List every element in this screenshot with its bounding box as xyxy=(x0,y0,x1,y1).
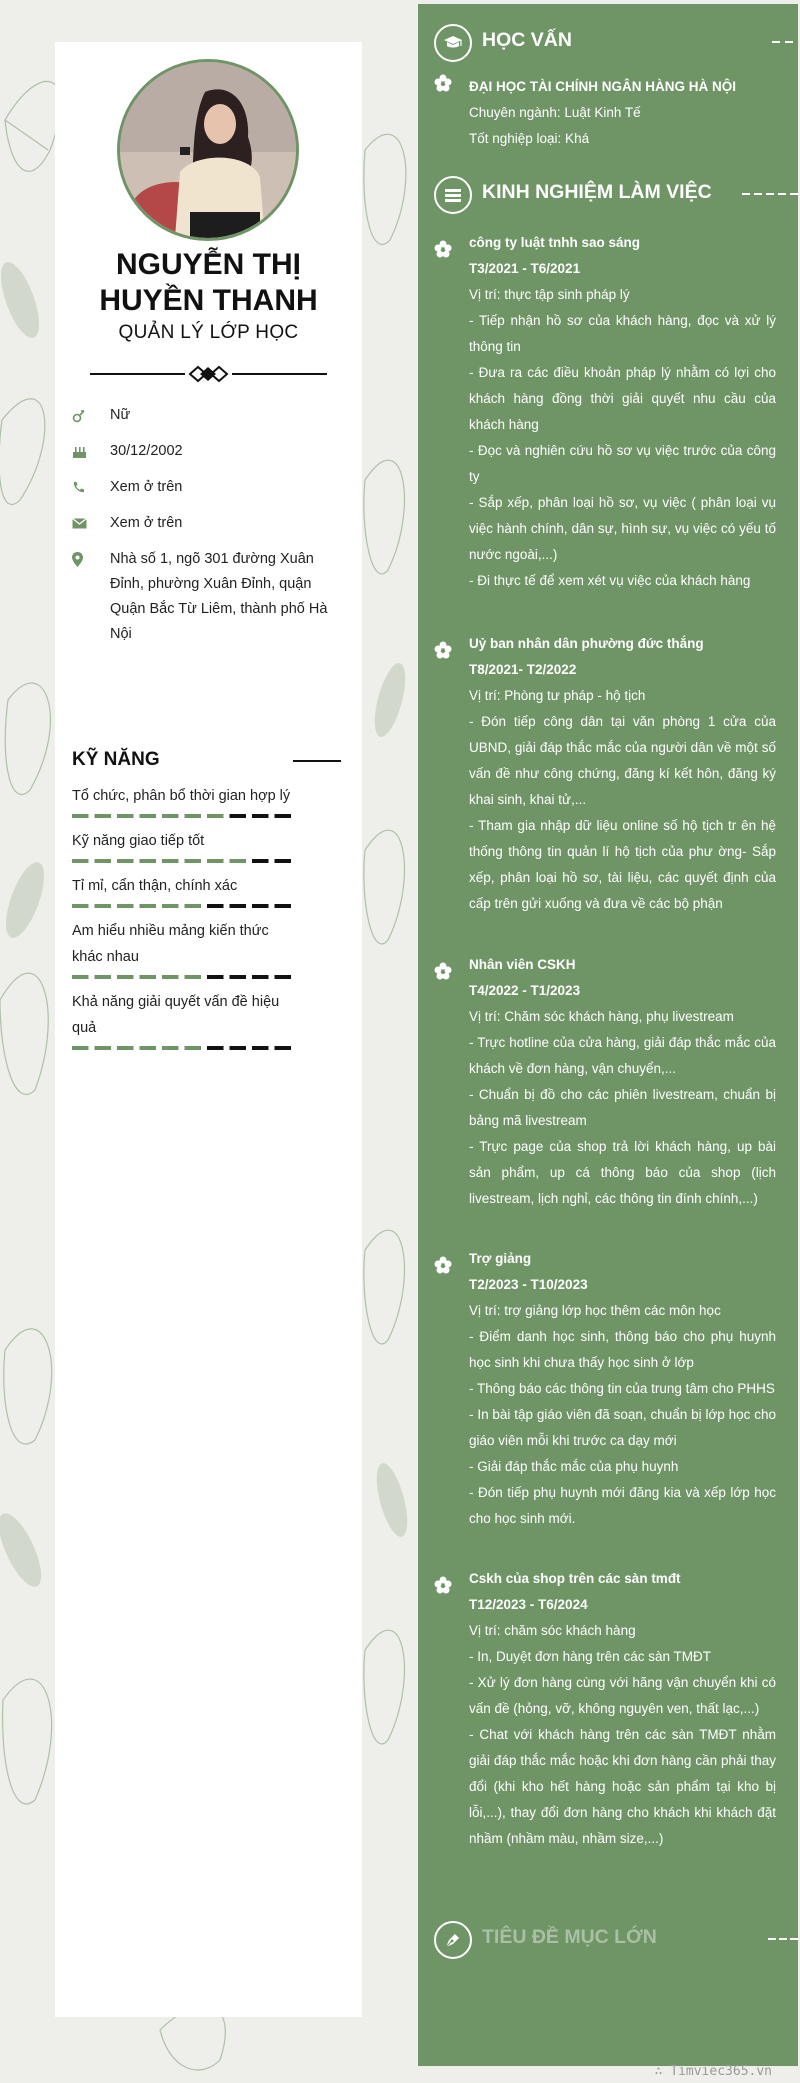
experience-body xyxy=(469,952,776,1212)
role: Vị trí: Phòng tư pháp - hộ tịch xyxy=(469,688,646,703)
skill-dash-filled xyxy=(117,859,134,863)
duty-line: - In bài tập giáo viên đã soạn, chuẩn bị lớp học cho giáo viên mỗi khi trước ca dạy mới xyxy=(469,1407,776,1448)
duty-line: - Chuẩn bị đồ cho các phiên livestream, chuẩn bị bảng mã livestream xyxy=(469,1087,776,1128)
experience-title: KINH NGHIỆM LÀM VIỆC xyxy=(482,181,712,203)
right-column xyxy=(418,4,798,2066)
flower-icon xyxy=(434,962,452,980)
skill-dash-filled xyxy=(95,814,112,818)
major: Chuyên ngành: Luật Kinh Tế xyxy=(469,105,641,120)
duty-line: - Sắp xếp, phân loại hồ sơ, vụ việc ( phân loại vụ việc hành chính, dân sự, hình sự, vụ việc có yếu tố nước ngoài,...) xyxy=(469,495,776,562)
education-title: HỌC VẤN xyxy=(482,29,572,51)
gender-value: Nữ xyxy=(110,407,131,423)
company-name: Trợ giảng xyxy=(469,1251,532,1266)
book-stack-icon xyxy=(434,176,472,214)
skill-dash-empty xyxy=(252,975,269,979)
flower-icon xyxy=(434,1576,452,1594)
placeholder-title: TIÊU ĐỀ MỤC LỚN xyxy=(482,1926,657,1948)
skill-dash-empty xyxy=(275,859,292,863)
duty-line: - Đưa ra các điều khoản pháp lý nhằm có lợi cho khách hàng đồng thời giải quyết nhu cầu của khách hàng xyxy=(469,365,776,432)
skill-dash-filled xyxy=(140,1046,157,1050)
experience-body xyxy=(469,230,776,594)
skill-dash-filled xyxy=(230,859,247,863)
skill-dash-empty xyxy=(230,814,247,818)
profile-card xyxy=(55,42,362,2017)
company-name: Nhân viên CSKH xyxy=(469,957,576,972)
skill-bar xyxy=(72,814,297,818)
full-name xyxy=(55,247,362,319)
skill-dash-filled xyxy=(140,814,157,818)
company-name: Cskh của shop trên các sàn tmđt xyxy=(469,1571,681,1586)
placeholder-section-header xyxy=(434,1921,790,1961)
avatar xyxy=(117,59,299,241)
skill-dash-filled xyxy=(117,1046,134,1050)
skill-dash-filled xyxy=(207,814,224,818)
gender-icon xyxy=(72,403,110,428)
skill-dash-filled xyxy=(72,1046,89,1050)
period: T2/2023 - T10/2023 xyxy=(469,1277,588,1292)
skill-dash-filled xyxy=(185,975,202,979)
duty-line: - Trực hotline của cửa hàng, giải đáp thắc mắc của khách về đơn hàng, vận chuyển,... xyxy=(469,1035,776,1076)
skill-dash-empty xyxy=(207,1046,224,1050)
company-name: Uỷ ban nhân dân phường đức thắng xyxy=(469,636,704,651)
duty-line: - Điểm danh học sinh, thông báo cho phụ huynh học sinh khi chưa thấy học sinh ở lớp xyxy=(469,1329,776,1370)
name-divider xyxy=(90,364,327,384)
skill-dash-filled xyxy=(185,904,202,908)
info-birthday xyxy=(72,439,342,464)
pen-nib-icon xyxy=(434,1921,472,1959)
skill-dash-filled xyxy=(185,859,202,863)
skill-dash-filled xyxy=(140,859,157,863)
email-value: Xem ở trên xyxy=(110,515,183,531)
skill-dash-filled xyxy=(72,904,89,908)
info-address xyxy=(72,547,342,647)
duty-line: - Giải đáp thắc mắc của phụ huynh xyxy=(469,1459,679,1474)
skill-dash-empty xyxy=(275,1046,292,1050)
skill-dash-filled xyxy=(117,814,134,818)
period: T8/2021- T2/2022 xyxy=(469,662,577,677)
company-name: công ty luật tnhh sao sáng xyxy=(469,235,641,250)
heading-dash xyxy=(768,1938,798,1940)
skill-dash-empty xyxy=(207,975,224,979)
school-name: ĐẠI HỌC TÀI CHÍNH NGÂN HÀNG HÀ NỘI xyxy=(469,79,736,94)
skill-dash-filled xyxy=(72,975,89,979)
skill-dash-filled xyxy=(162,859,179,863)
skill-bar xyxy=(72,975,297,979)
info-email xyxy=(72,511,342,536)
duty-line: - Xử lý đơn hàng cùng với hãng vận chuyển khi có vấn đề (hỏng, vỡ, không nguyên ven, thất lạc,...) xyxy=(469,1675,776,1716)
flower-icon xyxy=(434,641,452,659)
skill-dash-filled xyxy=(162,814,179,818)
skill-dash-empty xyxy=(207,904,224,908)
flower-icon xyxy=(434,74,452,92)
skill-bar xyxy=(72,859,297,863)
duty-line: - Tiếp nhận hồ sơ của khách hàng, đọc và xử lý thông tin xyxy=(469,313,776,354)
skill-label: Khả năng giải quyết vấn đề hiệu quả xyxy=(72,994,280,1036)
skills-heading: KỸ NĂNG xyxy=(72,749,160,770)
skill-dash-empty xyxy=(252,859,269,863)
duty-line: - Tham gia nhập dữ liệu online số hộ tịch tr ên hệ thống thông tin quản lí hộ tịch của phư ờng- Sắp xếp, phân loại hồ sơ, tài liệu, các quyết định của cấp trên gửi xuống và đưa về các bộ phận xyxy=(469,818,776,911)
skill-dash-empty xyxy=(230,904,247,908)
experience-section-header xyxy=(434,176,790,216)
skill-dash-filled xyxy=(117,975,134,979)
duty-line: - Chat với khách hàng trên các sàn TMĐT nhằm giải đáp thắc mắc hoặc khi đơn hàng cần phải thay đổi (khi kho hết hàng hoặc sản phẩm tại kho bị lỗi,...), thay đổi đơn hàng cho khách khi khách đặt nhầm (nhầm màu, nhầm size,...) xyxy=(469,1727,776,1846)
skill-dash-filled xyxy=(72,859,89,863)
education-section-header xyxy=(434,24,790,64)
graduation-cap-icon xyxy=(434,24,472,62)
role: Vị trí: Chăm sóc khách hàng, phụ livestream xyxy=(469,1009,734,1024)
avatar-photo xyxy=(120,62,296,238)
phone-icon xyxy=(72,475,110,500)
info-gender xyxy=(72,403,342,428)
role: Vị trí: thực tập sinh pháp lý xyxy=(469,287,630,302)
skill-dash-empty xyxy=(252,904,269,908)
education-body xyxy=(469,74,776,152)
period: T4/2022 - T1/2023 xyxy=(469,983,581,998)
duty-line: - Đọc và nghiên cứu hồ sơ vụ việc trước của công ty xyxy=(469,443,776,484)
skill-label: Am hiểu nhiều mảng kiến thức khác nhau xyxy=(72,923,269,965)
flower-icon xyxy=(434,240,452,258)
duty-line: - Trực page của shop trả lời khách hàng, up bài sản phẩm, up cá thông báo của shop (lịch livestream, lịch nghỉ, các thông tin đính chính,...) xyxy=(469,1139,776,1206)
watermark-text: Timviec365.vn xyxy=(670,2064,772,2079)
address-value: Nhà số 1, ngõ 301 đường Xuân Đỉnh, phường Xuân Đỉnh, quận Quận Bắc Từ Liêm, thành phố Hà Nội xyxy=(110,551,328,642)
skill-label: Tỉ mỉ, cẩn thận, chính xác xyxy=(72,878,238,894)
skills-heading-line xyxy=(293,760,341,762)
duty-line: - Thông báo các thông tin của trung tâm cho PHHS xyxy=(469,1381,775,1396)
skill-dash-filled xyxy=(95,904,112,908)
skill-dash-filled xyxy=(140,904,157,908)
skill-dash-filled xyxy=(117,904,134,908)
skill-label: Kỹ năng giao tiếp tốt xyxy=(72,833,205,849)
skill-dash-empty xyxy=(230,975,247,979)
job-title: QUẢN LÝ LỚP HỌC xyxy=(118,322,299,343)
skill-dash-filled xyxy=(140,975,157,979)
birthday-value: 30/12/2002 xyxy=(110,443,183,459)
skill-dash-filled xyxy=(95,1046,112,1050)
skill-dash-filled xyxy=(162,904,179,908)
heading-dash xyxy=(772,41,794,43)
skill-dash-empty xyxy=(230,1046,247,1050)
skill-bar xyxy=(72,1046,297,1050)
birthday-cake-icon xyxy=(72,439,110,464)
duty-line: - Đón tiếp công dân tại văn phòng 1 cửa của UBND, giải đáp thắc mắc của người dân về một số vấn đề như công chứng, đăng kí kết hôn, đăng ký khai sinh, khai tử,... xyxy=(469,714,776,807)
duty-line: - Đón tiếp phụ huynh mới đăng kia và xếp lớp học cho học sinh mới. xyxy=(469,1485,776,1526)
skill-dash-filled xyxy=(185,814,202,818)
skill-dash-empty xyxy=(275,814,292,818)
name-line-1: NGUYỄN THỊ xyxy=(115,248,301,281)
skill-dash-filled xyxy=(162,1046,179,1050)
heading-dash xyxy=(742,193,800,195)
skill-dash-empty xyxy=(275,904,292,908)
watermark: ∴ Timviec365.vn xyxy=(654,2064,772,2079)
envelope-icon xyxy=(72,511,110,536)
map-pin-icon xyxy=(72,547,110,572)
skill-dash-filled xyxy=(95,859,112,863)
experience-body xyxy=(469,1246,776,1532)
skill-dash-empty xyxy=(252,1046,269,1050)
skill-dash-filled xyxy=(95,975,112,979)
grade: Tốt nghiệp loại: Khá xyxy=(469,131,590,146)
skill-dash-empty xyxy=(252,814,269,818)
skill-label: Tổ chức, phân bổ thời gian hợp lý xyxy=(72,788,291,804)
phone-value: Xem ở trên xyxy=(110,479,183,495)
duty-line: - In, Duyệt đơn hàng trên các sàn TMĐT xyxy=(469,1649,711,1664)
experience-body xyxy=(469,631,776,917)
skill-dash-filled xyxy=(185,1046,202,1050)
flower-icon xyxy=(434,1256,452,1274)
period: T12/2023 - T6/2024 xyxy=(469,1597,588,1612)
skill-dash-filled xyxy=(72,814,89,818)
info-phone xyxy=(72,475,342,500)
duty-line: - Đi thực tế để xem xét vụ việc của khách hàng xyxy=(469,573,751,588)
role: Vị trí: chăm sóc khách hàng xyxy=(469,1623,636,1638)
period: T3/2021 - T6/2021 xyxy=(469,261,581,276)
skill-dash-filled xyxy=(162,975,179,979)
role: Vị trí: trợ giảng lớp học thêm các môn học xyxy=(469,1303,721,1318)
skill-dash-empty xyxy=(275,975,292,979)
skill-bar xyxy=(72,904,297,908)
experience-body xyxy=(469,1566,776,1852)
skill-dash-filled xyxy=(207,859,224,863)
name-line-2: HUYỀN THANH xyxy=(99,284,318,317)
